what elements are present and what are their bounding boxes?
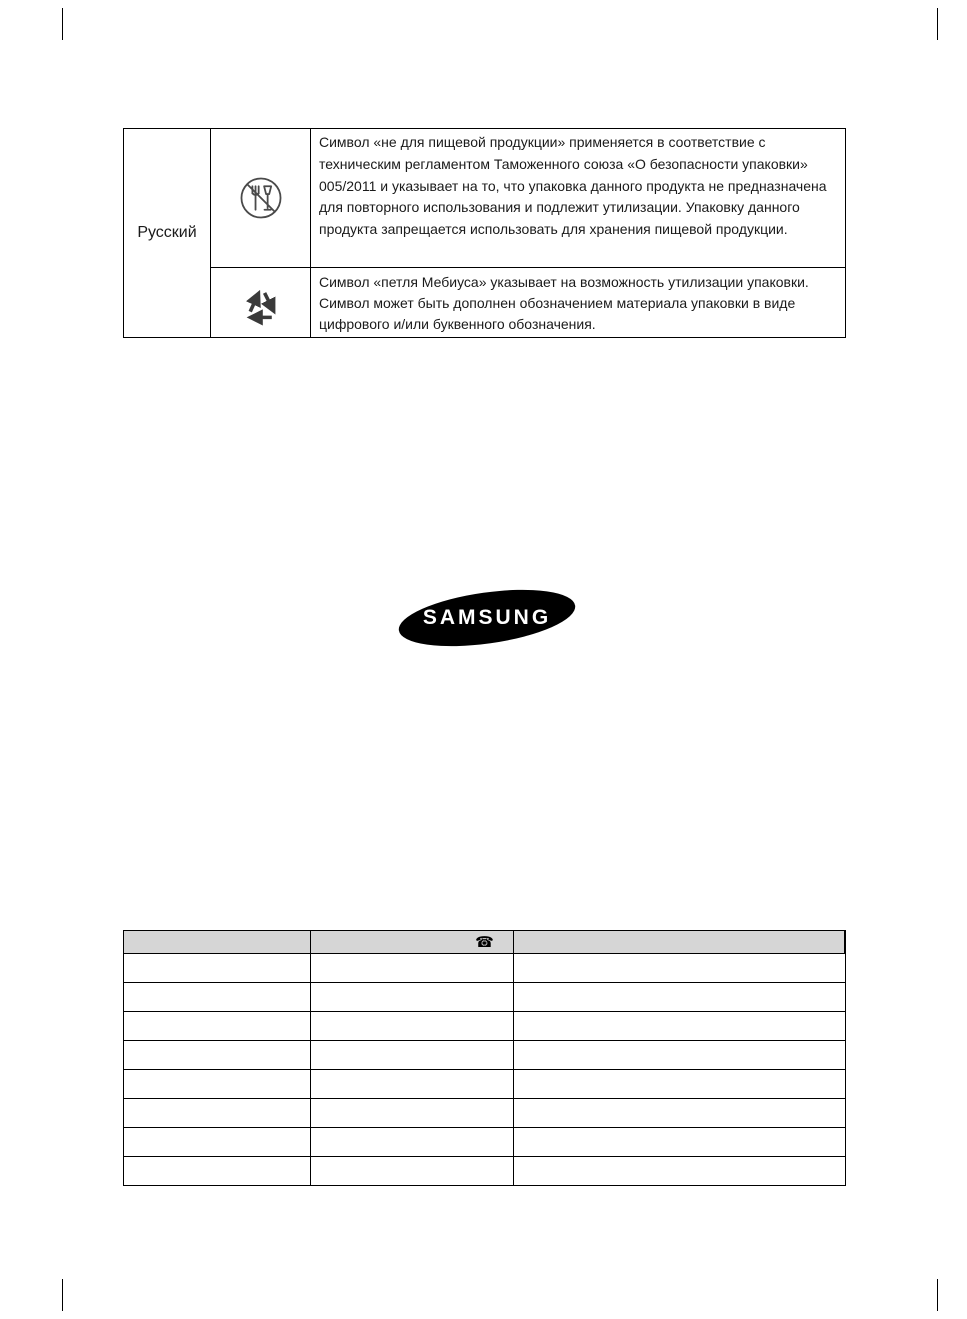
phone-icon: ☎ xyxy=(475,934,494,951)
table-row xyxy=(124,982,845,1011)
table-cell xyxy=(514,1069,845,1098)
table-row xyxy=(124,1069,845,1098)
table-cell xyxy=(514,1011,845,1040)
table-row xyxy=(124,1127,845,1156)
table-cell xyxy=(124,1156,311,1185)
table-cell xyxy=(311,953,514,982)
mobius-loop-icon xyxy=(238,280,284,326)
samsung-logo-text: SAMSUNG xyxy=(422,606,552,629)
mobius-loop-icon-cell xyxy=(211,268,311,337)
table-cell xyxy=(124,1011,311,1040)
mobius-loop-description: Символ «петля Мебиуса» указывает на возможность утилизации упаковки. Символ может быть дополнен обозначением материала упаковки в виде цифрового и/или буквенного обозначения. xyxy=(319,274,809,332)
table-cell xyxy=(514,1156,845,1185)
table-cell xyxy=(311,982,514,1011)
no-food-packaging-icon-cell xyxy=(211,129,311,268)
table-row xyxy=(124,1156,845,1185)
table-row xyxy=(124,1040,845,1069)
table-cell xyxy=(124,953,311,982)
table-cell xyxy=(514,1098,845,1127)
table-cell xyxy=(311,1156,514,1185)
packaging-symbols-table xyxy=(123,128,846,338)
crop-mark-top-right xyxy=(937,8,938,40)
table-cell xyxy=(311,1011,514,1040)
table-row xyxy=(124,1011,845,1040)
contact-table-header xyxy=(124,931,845,953)
samsung-logo xyxy=(396,590,578,648)
table-cell xyxy=(124,982,311,1011)
table-cell xyxy=(124,1127,311,1156)
crop-mark-top-left xyxy=(62,8,63,40)
crop-mark-bottom-left xyxy=(62,1279,63,1311)
table-cell xyxy=(124,1040,311,1069)
table-cell xyxy=(124,1069,311,1098)
table-cell xyxy=(311,1069,514,1098)
table-cell xyxy=(514,953,845,982)
table-cell xyxy=(124,1098,311,1127)
table-row xyxy=(124,1098,845,1127)
table-cell xyxy=(514,1127,845,1156)
table-cell xyxy=(514,982,845,1011)
table-cell xyxy=(311,1040,514,1069)
crop-mark-bottom-right xyxy=(937,1279,938,1311)
table-cell xyxy=(311,1127,514,1156)
contact-table xyxy=(123,930,846,1186)
table-row xyxy=(124,953,845,982)
no-food-packaging-description: Символ «не для пищевой продукции» применяется в соответствие с техническим регламентом Таможенного союза «О безопасности упаковки» 005/2011 и указывает на то, что упаковка данного продукта не предназначена для повторного использования и подлежит утилизации. Упаковку данного продукта запрещается использовать для хранения пищевой продукции. xyxy=(311,129,845,268)
table-cell xyxy=(311,1098,514,1127)
table-cell xyxy=(514,1040,845,1069)
no-food-packaging-icon xyxy=(236,173,286,223)
language-label: Русский xyxy=(124,129,211,337)
